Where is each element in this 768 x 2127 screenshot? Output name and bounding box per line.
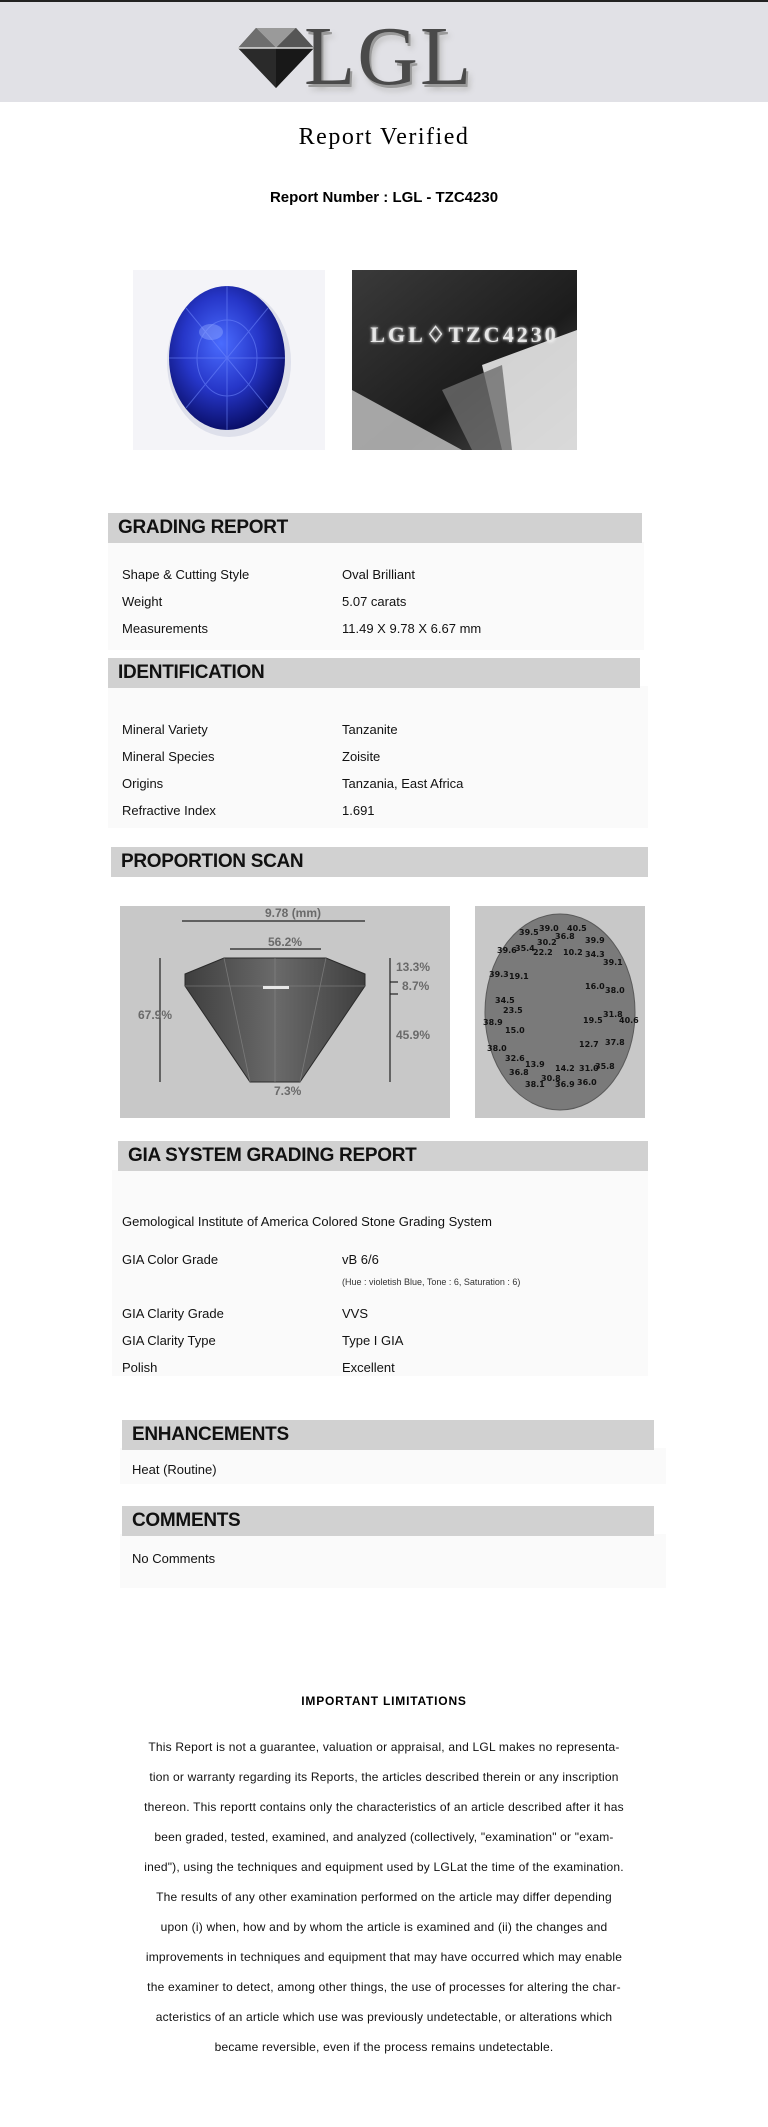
polish-label: Polish xyxy=(122,1360,158,1375)
facet-reading: 34.3 xyxy=(585,950,605,959)
facet-reading: 10.2 xyxy=(563,948,583,957)
facet-reading: 38.0 xyxy=(605,986,625,995)
limitations-line: ined"), using the techniques and equipment used by LGLat the time of the examination. xyxy=(144,1860,624,1874)
limitations-body xyxy=(112,1732,656,2062)
width-label: 9.78 (mm) xyxy=(265,906,322,920)
facet-reading: 32.6 xyxy=(505,1054,525,1063)
gia-clarity-grade-value: VVS xyxy=(342,1306,369,1321)
section-heading: GIA SYSTEM GRADING REPORT xyxy=(128,1145,417,1166)
section-heading: GRADING REPORT xyxy=(118,517,288,538)
gia-report-header xyxy=(118,1141,648,1171)
pavilion-pct: 45.9% xyxy=(396,1028,431,1042)
inscription-photo xyxy=(352,270,577,450)
shape-value: Oval Brilliant xyxy=(342,567,415,582)
comments-text: No Comments xyxy=(132,1551,216,1566)
facet-reading: 16.0 xyxy=(585,982,605,991)
mineral-species-value: Zoisite xyxy=(342,749,381,764)
facet-reading: 31.8 xyxy=(603,1010,623,1019)
facet-reading: 23.5 xyxy=(503,1006,523,1015)
identification-header xyxy=(108,658,640,688)
origins-value: Tanzania, East Africa xyxy=(342,776,464,791)
header-banner xyxy=(0,2,768,102)
section-heading: ENHANCEMENTS xyxy=(132,1424,289,1445)
limitations-line: tion or warranty regarding its Reports, the articles described therein or any inscription xyxy=(149,1770,619,1784)
facet-reading: 39.9 xyxy=(585,936,605,945)
limitations-line: upon (i) when, how and by whom the article is examined and (ii) the changes and xyxy=(160,1920,608,1934)
limitations-line: improvements in techniques and equipment that may have occurred which may enable xyxy=(145,1950,623,1964)
facet-reading: 34.5 xyxy=(495,996,515,1005)
facet-reading: 40.5 xyxy=(567,924,587,933)
facet-reading: 38.0 xyxy=(487,1044,507,1053)
facet-reading: 39.5 xyxy=(519,928,539,937)
gia-color-label: GIA Color Grade xyxy=(122,1252,219,1267)
refractive-index-label: Refractive Index xyxy=(122,803,216,818)
limitations-line: became reversible, even if the process remains undetectable. xyxy=(214,2040,554,2054)
limitations-heading: IMPORTANT LIMITATIONS xyxy=(301,1694,467,1708)
facet-scan xyxy=(475,906,645,1118)
laser-inscription: LGL♢TZC4230 xyxy=(370,322,559,347)
measurements-value: 11.49 X 9.78 X 6.67 mm xyxy=(342,621,482,636)
page-title: Report Verified xyxy=(298,124,470,150)
facet-reading: 36.8 xyxy=(555,932,575,941)
facet-reading: 40.6 xyxy=(619,1016,639,1025)
polish-value: Excellent xyxy=(342,1360,395,1375)
measurements-label: Measurements xyxy=(122,621,208,636)
girdle-pct: 8.7% xyxy=(402,979,430,993)
facet-reading: 37.8 xyxy=(605,1038,625,1047)
facet-reading: 39.0 xyxy=(539,924,559,933)
mineral-variety-label: Mineral Variety xyxy=(122,722,208,737)
mineral-species-label: Mineral Species xyxy=(122,749,215,764)
culet-pct: 7.3% xyxy=(274,1084,302,1098)
facet-reading: 35.4 xyxy=(515,944,535,953)
limitations-line: The results of any other examination performed on the article may differ depending xyxy=(156,1890,612,1904)
enhancements-text: Heat (Routine) xyxy=(132,1462,217,1477)
gia-clarity-type-value: Type I GIA xyxy=(342,1333,404,1348)
limitations-line: thereon. This reportt contains only the characteristics of an article described after it has xyxy=(144,1800,624,1814)
crown-pct: 13.3% xyxy=(396,960,431,974)
lgl-logo xyxy=(234,10,494,103)
comments-header xyxy=(122,1506,654,1536)
facet-reading: 39.3 xyxy=(489,970,509,979)
facet-reading: 38.9 xyxy=(483,1018,503,1027)
facet-reading: 19.1 xyxy=(509,972,529,981)
limitations-line: the examiner to detect, among other things, the use of processes for altering the char- xyxy=(147,1980,621,1994)
facet-reading: 38.1 xyxy=(525,1080,545,1089)
shape-label: Shape & Cutting Style xyxy=(122,567,250,582)
gia-color-note: (Hue : violetish Blue, Tone : 6, Saturation : 6) xyxy=(342,1277,521,1287)
facet-reading: 12.7 xyxy=(579,1040,599,1049)
facet-reading: 30.8 xyxy=(541,1074,561,1083)
gia-color-value: vB 6/6 xyxy=(342,1252,379,1267)
section-heading: COMMENTS xyxy=(132,1510,241,1531)
enhancements-header xyxy=(122,1420,654,1450)
gia-clarity-grade-label: GIA Clarity Grade xyxy=(122,1306,224,1321)
facet-reading: 15.0 xyxy=(505,1026,525,1035)
section-heading: PROPORTION SCAN xyxy=(121,851,304,872)
limitations-line: been graded, tested, examined, and analyzed (collectively, "examination" or "exam- xyxy=(154,1830,614,1844)
facet-reading: 22.2 xyxy=(533,948,553,957)
limitations-line: This Report is not a guarantee, valuation or appraisal, and LGL makes no representa- xyxy=(148,1740,620,1754)
proportion-scan-header xyxy=(111,847,648,877)
facet-reading: 31.0 xyxy=(579,1064,599,1073)
report-number: Report Number : LGL - TZC4230 xyxy=(269,189,499,206)
refractive-index-value: 1.691 xyxy=(342,803,375,818)
weight-label: Weight xyxy=(122,594,163,609)
facet-reading: 39.6 xyxy=(497,946,517,955)
facet-reading: 13.9 xyxy=(525,1060,545,1069)
section-heading: IDENTIFICATION xyxy=(118,662,265,683)
facet-reading: 36.0 xyxy=(577,1078,597,1087)
facet-reading: 19.5 xyxy=(583,1016,603,1025)
limitations-line: acteristics of an article which use was previously undetectable, or alterations which xyxy=(155,2010,613,2024)
facet-reading: 36.9 xyxy=(555,1080,575,1089)
table-pct: 56.2% xyxy=(268,935,303,949)
gia-clarity-type-label: GIA Clarity Type xyxy=(122,1333,216,1348)
facet-reading: 36.8 xyxy=(509,1068,529,1077)
origins-label: Origins xyxy=(122,776,164,791)
grading-report-header xyxy=(108,513,642,543)
mineral-variety-value: Tanzanite xyxy=(342,722,398,737)
facet-readings xyxy=(475,906,645,1118)
logo-wordmark: LGL xyxy=(304,10,474,103)
facet-reading: 14.2 xyxy=(555,1064,575,1073)
weight-value: 5.07 carats xyxy=(342,594,407,609)
gemstone-photo xyxy=(133,270,325,450)
profile-scan xyxy=(120,906,450,1118)
facet-reading: 35.8 xyxy=(595,1062,615,1071)
facet-reading: 30.2 xyxy=(537,938,557,947)
facet-reading: 39.1 xyxy=(603,958,623,967)
depth-pct: 67.9% xyxy=(138,1008,173,1022)
gia-subtitle: Gemological Institute of America Colored Stone Grading System xyxy=(122,1214,492,1229)
